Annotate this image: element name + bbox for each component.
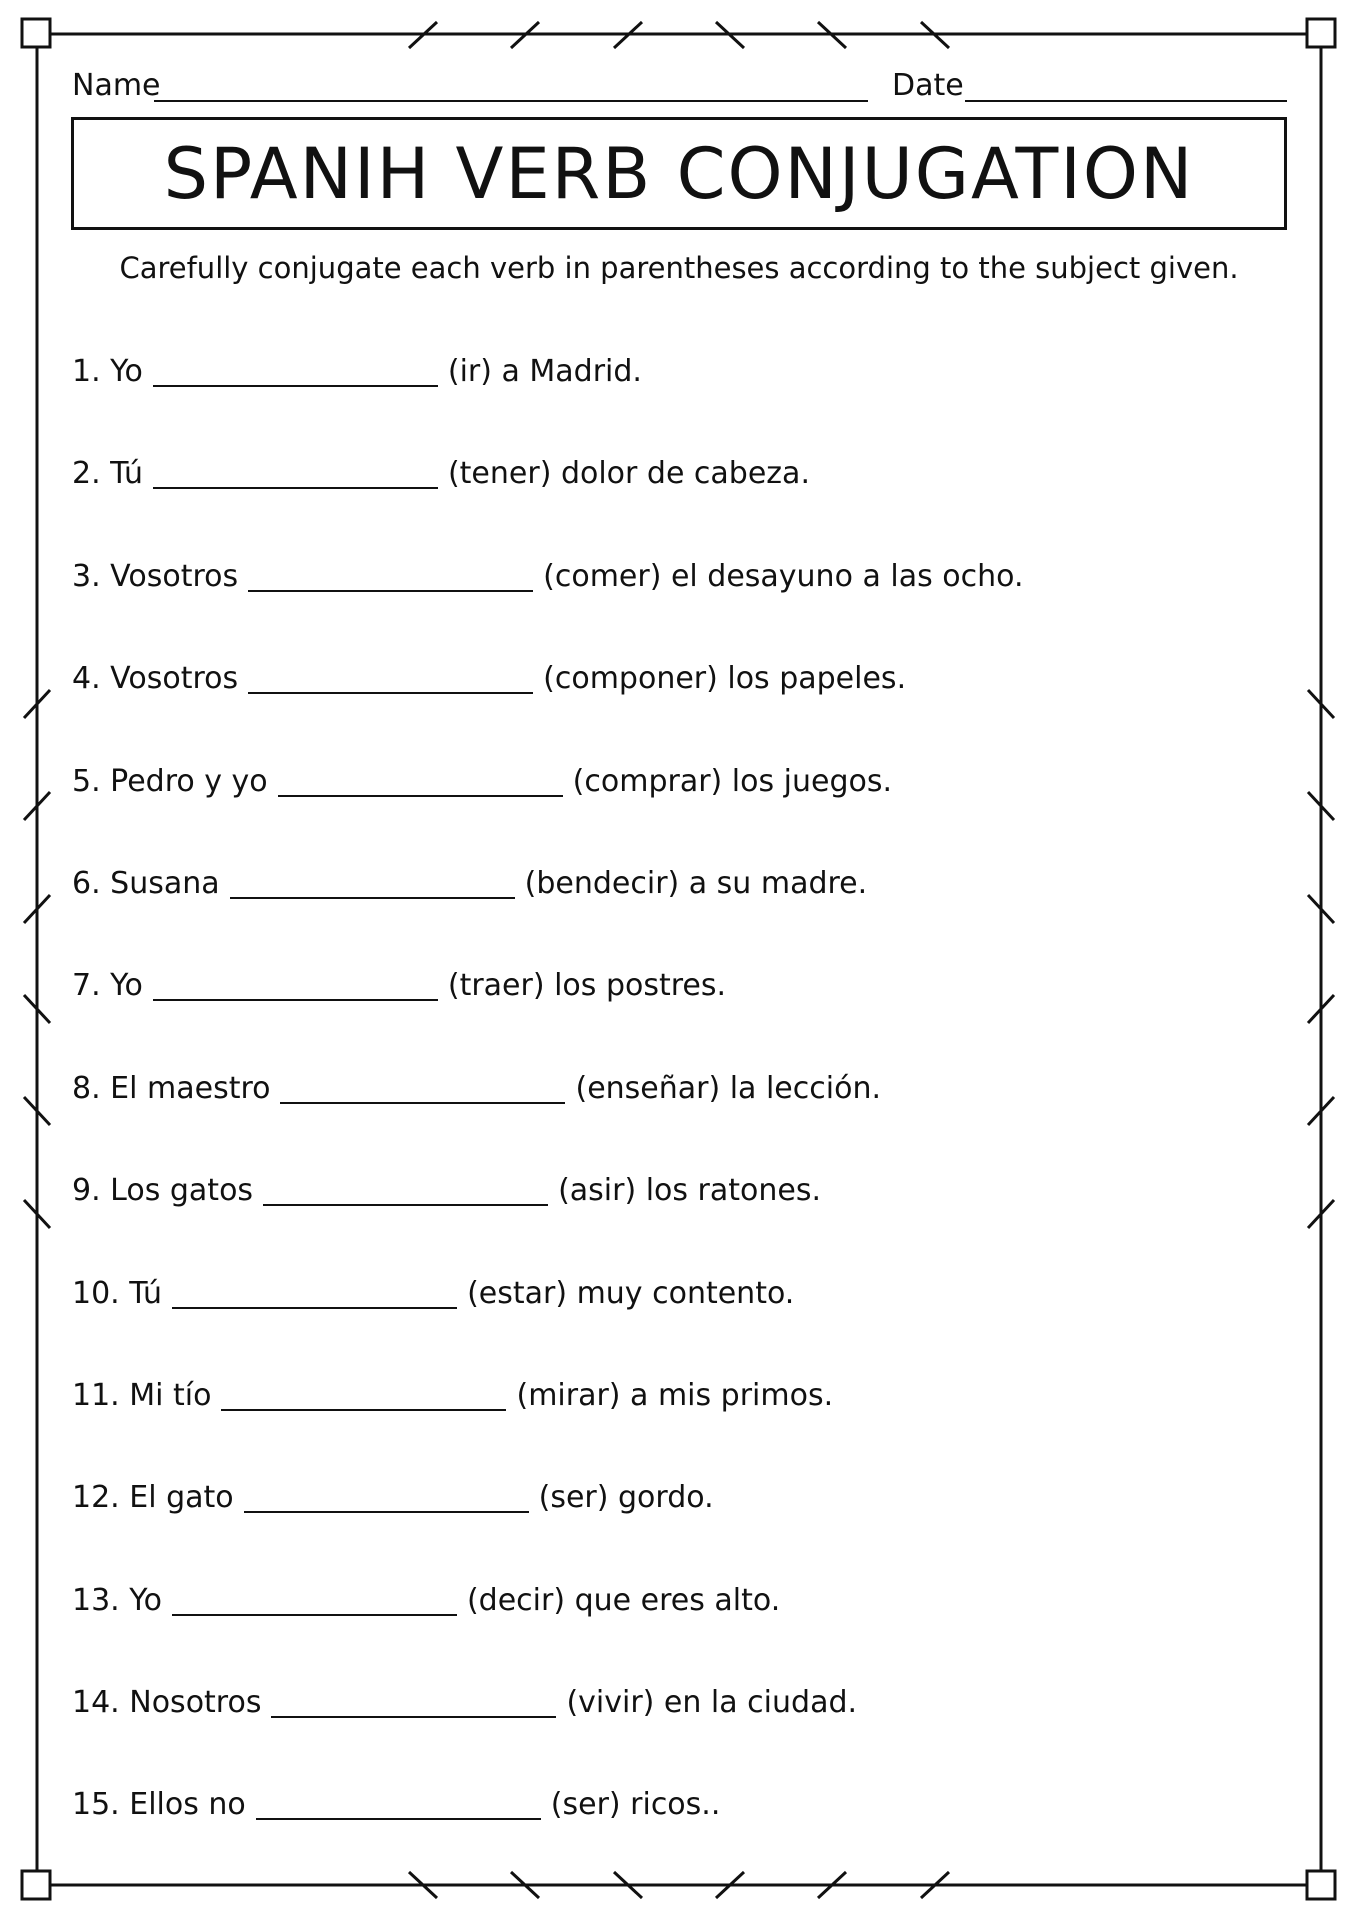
item-subject: Nosotros — [129, 1685, 262, 1721]
item-subject: El gato — [129, 1480, 234, 1516]
item-prompt: (ser) gordo. — [538, 1480, 714, 1516]
item-subject: Yo — [110, 968, 143, 1004]
item-subject: Pedro y yo — [110, 763, 268, 799]
item-subject: Susana — [110, 865, 220, 901]
item-subject: Vosotros — [110, 558, 239, 594]
item-subject: El maestro — [110, 1070, 271, 1106]
item-number: 6. — [72, 865, 101, 901]
date-label: Date — [892, 68, 964, 103]
answer-blank[interactable] — [230, 895, 515, 899]
item-prompt: (tener) dolor de cabeza. — [447, 456, 810, 492]
exercise-item — [72, 762, 1287, 864]
item-prompt: (estar) muy contento. — [467, 1275, 795, 1311]
exercise-item — [72, 966, 1287, 1068]
item-number: 12. — [72, 1480, 120, 1516]
item-prompt: (comprar) los juegos. — [572, 763, 893, 799]
item-number: 1. — [72, 354, 101, 389]
exercise-item — [72, 1274, 1287, 1376]
page-title: SPANIH VERB CONJUGATION — [163, 132, 1195, 215]
item-number: 5. — [72, 763, 101, 799]
item-subject: Tú — [110, 456, 143, 492]
answer-blank[interactable] — [244, 1509, 529, 1513]
exercise-item — [72, 659, 1287, 761]
item-number: 13. — [72, 1582, 120, 1618]
item-subject: Mi tío — [129, 1377, 212, 1413]
item-prompt: (comer) el desayuno a las ocho. — [543, 558, 1024, 594]
exercise-item — [72, 1785, 1287, 1887]
answer-blank[interactable] — [263, 1202, 548, 1206]
answer-blank[interactable] — [256, 1816, 541, 1820]
header-row — [72, 66, 1287, 106]
item-prompt: (ir) a Madrid. — [447, 354, 642, 389]
answer-blank[interactable] — [280, 1100, 565, 1104]
exercise-item — [72, 1683, 1287, 1785]
item-subject: Yo — [110, 354, 143, 389]
exercise-item — [72, 1478, 1287, 1580]
item-number: 11. — [72, 1377, 120, 1413]
item-prompt: (componer) los papeles. — [543, 661, 907, 697]
exercise-item — [72, 1581, 1287, 1683]
item-number: 3. — [72, 558, 101, 594]
item-number: 8. — [72, 1070, 101, 1106]
answer-blank[interactable] — [248, 588, 533, 592]
answer-blank[interactable] — [278, 793, 563, 797]
item-number: 2. — [72, 456, 101, 492]
exercise-item — [72, 864, 1287, 966]
exercise-item — [72, 1069, 1287, 1171]
answer-blank[interactable] — [248, 690, 533, 694]
answer-blank[interactable] — [172, 1305, 457, 1309]
name-field[interactable] — [154, 100, 868, 102]
item-prompt: (ser) ricos.. — [550, 1787, 721, 1823]
answer-blank[interactable] — [153, 383, 438, 387]
exercise-item — [72, 1376, 1287, 1478]
date-field[interactable] — [965, 100, 1287, 102]
exercise-item — [72, 557, 1287, 659]
item-prompt: (enseñar) la lección. — [575, 1070, 881, 1106]
item-number: 10. — [72, 1275, 120, 1311]
answer-blank[interactable] — [153, 997, 438, 1001]
item-prompt: (asir) los ratones. — [558, 1173, 822, 1209]
item-subject: Vosotros — [110, 661, 239, 697]
title-box — [71, 117, 1287, 230]
item-number: 14. — [72, 1685, 120, 1721]
item-number: 15. — [72, 1787, 120, 1823]
item-number: 9. — [72, 1173, 101, 1209]
exercise-item — [72, 1171, 1287, 1273]
answer-blank[interactable] — [153, 485, 438, 489]
item-subject: Tú — [129, 1275, 163, 1311]
exercise-item — [72, 454, 1287, 556]
answer-blank[interactable] — [172, 1612, 457, 1616]
item-subject: Ellos no — [129, 1787, 246, 1823]
item-subject: Los gatos — [110, 1173, 254, 1209]
item-prompt: (vivir) en la ciudad. — [566, 1685, 858, 1721]
answer-blank[interactable] — [221, 1407, 506, 1411]
item-prompt: (bendecir) a su madre. — [524, 865, 868, 901]
name-label: Name — [72, 68, 161, 103]
item-prompt: (mirar) a mis primos. — [516, 1377, 834, 1413]
exercise-item — [72, 352, 1287, 454]
instructions: Carefully conjugate each verb in parentheses according to the subject given. — [119, 251, 1239, 285]
item-prompt: (decir) que eres alto. — [466, 1582, 781, 1618]
exercise-list — [72, 352, 1287, 1888]
answer-blank[interactable] — [271, 1714, 556, 1718]
item-prompt: (traer) los postres. — [447, 968, 727, 1004]
item-number: 7. — [72, 968, 101, 1004]
item-subject: Yo — [129, 1582, 162, 1618]
item-number: 4. — [72, 661, 101, 697]
